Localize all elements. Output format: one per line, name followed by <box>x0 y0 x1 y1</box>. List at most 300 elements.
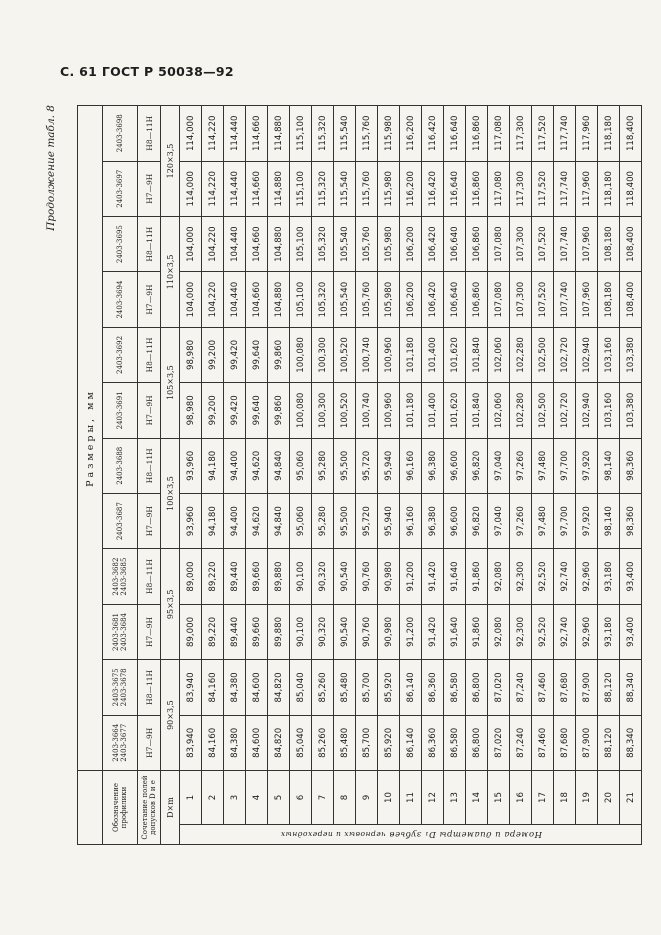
value-cell: 94,620 <box>246 493 268 548</box>
value-cell: 114,880 <box>268 161 290 216</box>
value-cell: 89,660 <box>246 604 268 659</box>
value-cell: 114,880 <box>268 106 290 162</box>
value-cell: 107,740 <box>554 272 576 327</box>
value-cell: 116,860 <box>466 161 488 216</box>
value-cell: 106,200 <box>400 216 422 271</box>
value-cell: 104,440 <box>224 216 246 271</box>
value-cell: 94,180 <box>202 493 224 548</box>
value-cell: 96,380 <box>422 493 444 548</box>
value-cell: 86,140 <box>400 715 422 770</box>
table-row <box>576 106 598 845</box>
value-cell: 104,440 <box>224 272 246 327</box>
value-cell: 91,640 <box>444 549 466 604</box>
value-cell: 88,340 <box>620 660 642 715</box>
value-cell: 99,420 <box>224 383 246 438</box>
value-cell: 100,300 <box>312 327 334 382</box>
value-cell: 101,620 <box>444 327 466 382</box>
fit-cell: Н7—9Н <box>138 715 161 770</box>
value-cell: 98,360 <box>620 493 642 548</box>
size-title: Размеры, мм <box>78 106 103 771</box>
value-cell: 114,660 <box>246 161 268 216</box>
table-row <box>268 106 290 845</box>
value-cell: 106,420 <box>422 272 444 327</box>
value-cell: 106,860 <box>466 216 488 271</box>
row-number-cell: 21 <box>620 771 642 825</box>
value-cell: 104,220 <box>202 216 224 271</box>
fit-cell: Н7—9Н <box>138 161 161 216</box>
value-cell: 85,260 <box>312 715 334 770</box>
value-cell: 89,660 <box>246 549 268 604</box>
value-cell: 117,080 <box>488 106 510 162</box>
value-cell: 105,100 <box>290 272 312 327</box>
value-cell: 96,820 <box>466 438 488 493</box>
value-cell: 102,280 <box>510 383 532 438</box>
value-cell: 84,600 <box>246 715 268 770</box>
value-cell: 115,760 <box>356 161 378 216</box>
table-row <box>620 106 642 845</box>
value-cell: 116,640 <box>444 161 466 216</box>
part-number-cell: 2403-3697 <box>103 161 138 216</box>
value-cell: 85,700 <box>356 715 378 770</box>
value-cell: 92,520 <box>532 604 554 659</box>
value-cell: 90,980 <box>378 549 400 604</box>
part-number-cell: 2403-3687 <box>103 493 138 548</box>
value-cell: 85,700 <box>356 660 378 715</box>
part-number-row <box>103 106 138 845</box>
value-cell: 108,400 <box>620 272 642 327</box>
value-cell: 87,240 <box>510 660 532 715</box>
value-cell: 95,940 <box>378 438 400 493</box>
value-cell: 114,440 <box>224 161 246 216</box>
value-cell: 115,540 <box>334 106 356 162</box>
row-number-cell: 1 <box>180 771 202 825</box>
value-cell: 102,940 <box>576 327 598 382</box>
value-cell: 94,840 <box>268 438 290 493</box>
value-cell: 90,540 <box>334 604 356 659</box>
value-cell: 114,000 <box>180 161 202 216</box>
table-row <box>554 106 576 845</box>
value-cell: 104,000 <box>180 272 202 327</box>
fit-cell: Н7—9Н <box>138 272 161 327</box>
value-cell: 101,180 <box>400 383 422 438</box>
value-cell: 100,960 <box>378 327 400 382</box>
row-number-cell: 8 <box>334 771 356 825</box>
value-cell: 116,200 <box>400 106 422 162</box>
table-corner-blank <box>78 771 103 845</box>
row-number-cell: 20 <box>598 771 620 825</box>
value-cell: 88,120 <box>598 660 620 715</box>
row-number-cell: 19 <box>576 771 598 825</box>
value-cell: 95,720 <box>356 493 378 548</box>
value-cell: 99,200 <box>202 383 224 438</box>
value-cell: 85,480 <box>334 715 356 770</box>
value-cell: 100,740 <box>356 383 378 438</box>
part-number-cell: 2403-3698 <box>103 106 138 162</box>
value-cell: 114,000 <box>180 106 202 162</box>
value-cell: 102,060 <box>488 383 510 438</box>
value-cell: 102,060 <box>488 327 510 382</box>
value-cell: 114,220 <box>202 161 224 216</box>
group-label-cell <box>180 825 642 845</box>
row-number-cell: 11 <box>400 771 422 825</box>
value-cell: 91,200 <box>400 549 422 604</box>
row-number-cell: 5 <box>268 771 290 825</box>
value-cell: 105,760 <box>356 272 378 327</box>
value-cell: 97,920 <box>576 438 598 493</box>
value-cell: 96,600 <box>444 438 466 493</box>
row-number-cell: 3 <box>224 771 246 825</box>
value-cell: 89,880 <box>268 604 290 659</box>
value-cell: 90,760 <box>356 604 378 659</box>
value-cell: 91,640 <box>444 604 466 659</box>
part-number-cell: 2403-3692 <box>103 327 138 382</box>
table-row <box>290 106 312 845</box>
fit-cell: Н8—11Н <box>138 660 161 715</box>
value-cell: 92,300 <box>510 604 532 659</box>
value-cell: 115,100 <box>290 106 312 162</box>
row-label-fit: Сочетание полей допусков D и e <box>138 771 161 845</box>
value-cell: 92,960 <box>576 604 598 659</box>
value-cell: 85,040 <box>290 715 312 770</box>
value-cell: 87,020 <box>488 715 510 770</box>
value-cell: 102,280 <box>510 327 532 382</box>
value-cell: 93,180 <box>598 549 620 604</box>
value-cell: 93,960 <box>180 493 202 548</box>
row-number-cell: 2 <box>202 771 224 825</box>
fit-cell: Н8—11Н <box>138 106 161 162</box>
value-cell: 105,980 <box>378 216 400 271</box>
value-cell: 102,500 <box>532 327 554 382</box>
value-cell: 87,680 <box>554 715 576 770</box>
row-number-cell: 12 <box>422 771 444 825</box>
value-cell: 87,680 <box>554 660 576 715</box>
row-label-dim: D×m <box>161 771 180 845</box>
value-cell: 93,400 <box>620 604 642 659</box>
value-cell: 102,940 <box>576 383 598 438</box>
value-cell: 116,200 <box>400 161 422 216</box>
value-cell: 92,300 <box>510 549 532 604</box>
value-cell: 89,220 <box>202 549 224 604</box>
value-cell: 98,980 <box>180 383 202 438</box>
value-cell: 107,960 <box>576 216 598 271</box>
value-cell: 94,840 <box>268 493 290 548</box>
value-cell: 96,600 <box>444 493 466 548</box>
value-cell: 106,420 <box>422 216 444 271</box>
value-cell: 85,040 <box>290 660 312 715</box>
value-cell: 95,720 <box>356 438 378 493</box>
value-cell: 107,520 <box>532 216 554 271</box>
value-cell: 86,800 <box>466 660 488 715</box>
dimension-cell: 110×3,5 <box>161 216 180 327</box>
value-cell: 100,740 <box>356 327 378 382</box>
value-cell: 100,300 <box>312 383 334 438</box>
value-cell: 91,420 <box>422 604 444 659</box>
value-cell: 83,940 <box>180 715 202 770</box>
page-header: С. 61 ГОСТ Р 50038—92 <box>60 64 234 79</box>
group-label-text: Номера и диаметры D₁ зубьев <box>388 829 542 840</box>
row-label-part: Обозначение профилики <box>103 771 138 845</box>
value-cell: 114,660 <box>246 106 268 162</box>
value-cell: 107,520 <box>532 272 554 327</box>
value-cell: 104,880 <box>268 216 290 271</box>
table-row <box>532 106 554 845</box>
dimension-cell: 105×3,5 <box>161 327 180 438</box>
table-row <box>378 106 400 845</box>
table-row <box>246 106 268 845</box>
value-cell: 97,260 <box>510 438 532 493</box>
value-cell: 90,760 <box>356 549 378 604</box>
table-row <box>598 106 620 845</box>
value-cell: 95,060 <box>290 493 312 548</box>
value-cell: 105,760 <box>356 216 378 271</box>
value-cell: 85,480 <box>334 660 356 715</box>
value-cell: 98,980 <box>180 327 202 382</box>
part-number-cell: 2403-3691 <box>103 383 138 438</box>
value-cell: 87,460 <box>532 660 554 715</box>
part-number-cell: 2403-3675 2403-3678 <box>103 660 138 715</box>
value-cell: 84,380 <box>224 660 246 715</box>
part-number-cell: 2403-3694 <box>103 272 138 327</box>
value-cell: 108,400 <box>620 216 642 271</box>
value-cell: 90,980 <box>378 604 400 659</box>
value-cell: 103,380 <box>620 327 642 382</box>
value-cell: 117,520 <box>532 106 554 162</box>
value-cell: 107,960 <box>576 272 598 327</box>
subgroup-label-text: черновых и переходных <box>279 830 386 840</box>
table-row <box>224 106 246 845</box>
value-cell: 117,960 <box>576 106 598 162</box>
value-cell: 91,860 <box>466 604 488 659</box>
value-cell: 97,700 <box>554 438 576 493</box>
value-cell: 115,980 <box>378 106 400 162</box>
value-cell: 107,080 <box>488 272 510 327</box>
value-cell: 115,760 <box>356 106 378 162</box>
value-cell: 104,660 <box>246 216 268 271</box>
table-row <box>356 106 378 845</box>
part-number-cell: 2403-3695 <box>103 216 138 271</box>
value-cell: 99,640 <box>246 383 268 438</box>
value-cell: 89,000 <box>180 549 202 604</box>
value-cell: 101,840 <box>466 383 488 438</box>
value-cell: 96,160 <box>400 438 422 493</box>
value-cell: 92,740 <box>554 604 576 659</box>
value-cell: 93,400 <box>620 549 642 604</box>
value-cell: 84,820 <box>268 715 290 770</box>
value-cell: 86,580 <box>444 660 466 715</box>
fit-cell: Н8—11Н <box>138 438 161 493</box>
value-cell: 106,200 <box>400 272 422 327</box>
value-cell: 92,080 <box>488 604 510 659</box>
value-cell: 97,480 <box>532 493 554 548</box>
value-cell: 87,020 <box>488 660 510 715</box>
table-row <box>488 106 510 845</box>
value-cell: 90,320 <box>312 604 334 659</box>
value-cell: 99,860 <box>268 327 290 382</box>
fit-cell: Н8—11Н <box>138 216 161 271</box>
row-number-cell: 7 <box>312 771 334 825</box>
table-row <box>312 106 334 845</box>
continuation-caption: Продолжение табл. 8 <box>45 105 57 231</box>
value-cell: 114,440 <box>224 106 246 162</box>
value-cell: 106,860 <box>466 272 488 327</box>
value-cell: 104,660 <box>246 272 268 327</box>
fit-cell: Н7—9Н <box>138 604 161 659</box>
value-cell: 117,300 <box>510 161 532 216</box>
value-cell: 104,220 <box>202 272 224 327</box>
value-cell: 89,000 <box>180 604 202 659</box>
value-cell: 90,320 <box>312 549 334 604</box>
value-cell: 86,360 <box>422 715 444 770</box>
value-cell: 95,500 <box>334 438 356 493</box>
value-cell: 95,280 <box>312 493 334 548</box>
value-cell: 90,100 <box>290 604 312 659</box>
value-cell: 95,500 <box>334 493 356 548</box>
value-cell: 84,600 <box>246 660 268 715</box>
value-cell: 97,920 <box>576 493 598 548</box>
value-cell: 97,040 <box>488 493 510 548</box>
value-cell: 116,420 <box>422 106 444 162</box>
value-cell: 100,960 <box>378 383 400 438</box>
value-cell: 107,300 <box>510 272 532 327</box>
value-cell: 103,160 <box>598 327 620 382</box>
fit-row <box>138 106 161 845</box>
dimension-cell: 100×3,5 <box>161 438 180 549</box>
value-cell: 87,900 <box>576 715 598 770</box>
value-cell: 87,900 <box>576 660 598 715</box>
value-cell: 107,300 <box>510 216 532 271</box>
value-cell: 96,160 <box>400 493 422 548</box>
value-cell: 107,740 <box>554 216 576 271</box>
table-row <box>180 106 202 845</box>
value-cell: 95,060 <box>290 438 312 493</box>
value-cell: 118,180 <box>598 106 620 162</box>
fit-cell: Н8—11Н <box>138 549 161 604</box>
table-row <box>444 106 466 845</box>
value-cell: 94,620 <box>246 438 268 493</box>
value-cell: 105,980 <box>378 272 400 327</box>
value-cell: 105,100 <box>290 216 312 271</box>
value-cell: 84,160 <box>202 660 224 715</box>
value-cell: 116,640 <box>444 106 466 162</box>
value-cell: 99,200 <box>202 327 224 382</box>
value-cell: 101,180 <box>400 327 422 382</box>
value-cell: 114,220 <box>202 106 224 162</box>
value-cell: 117,080 <box>488 161 510 216</box>
value-cell: 117,960 <box>576 161 598 216</box>
row-number-cell: 6 <box>290 771 312 825</box>
value-cell: 85,920 <box>378 660 400 715</box>
value-cell: 96,820 <box>466 493 488 548</box>
value-cell: 118,400 <box>620 106 642 162</box>
dimension-row <box>161 106 180 845</box>
value-cell: 85,260 <box>312 660 334 715</box>
value-cell: 92,960 <box>576 549 598 604</box>
value-cell: 89,440 <box>224 549 246 604</box>
value-cell: 108,180 <box>598 216 620 271</box>
value-cell: 97,480 <box>532 438 554 493</box>
value-cell: 104,880 <box>268 272 290 327</box>
row-number-cell: 13 <box>444 771 466 825</box>
value-cell: 107,080 <box>488 216 510 271</box>
value-cell: 100,520 <box>334 327 356 382</box>
value-cell: 88,340 <box>620 715 642 770</box>
row-number-cell: 10 <box>378 771 400 825</box>
dimension-cell: 95×3,5 <box>161 549 180 660</box>
value-cell: 105,540 <box>334 216 356 271</box>
dimension-table <box>77 105 642 845</box>
value-cell: 89,440 <box>224 604 246 659</box>
row-number-cell: 14 <box>466 771 488 825</box>
value-cell: 92,740 <box>554 549 576 604</box>
value-cell: 117,740 <box>554 161 576 216</box>
value-cell: 95,280 <box>312 438 334 493</box>
rotated-table-area <box>45 105 636 845</box>
value-cell: 96,380 <box>422 438 444 493</box>
value-cell: 103,380 <box>620 383 642 438</box>
value-cell: 118,400 <box>620 161 642 216</box>
value-cell: 93,960 <box>180 438 202 493</box>
value-cell: 91,200 <box>400 604 422 659</box>
value-cell: 115,540 <box>334 161 356 216</box>
fit-cell: Н8—11Н <box>138 327 161 382</box>
value-cell: 102,720 <box>554 327 576 382</box>
value-cell: 98,360 <box>620 438 642 493</box>
row-number-cell: 18 <box>554 771 576 825</box>
value-cell: 117,300 <box>510 106 532 162</box>
value-cell: 92,080 <box>488 549 510 604</box>
value-cell: 85,920 <box>378 715 400 770</box>
value-cell: 115,320 <box>312 106 334 162</box>
value-cell: 97,700 <box>554 493 576 548</box>
value-cell: 117,520 <box>532 161 554 216</box>
value-cell: 84,160 <box>202 715 224 770</box>
value-cell: 116,420 <box>422 161 444 216</box>
value-cell: 90,540 <box>334 549 356 604</box>
value-cell: 102,500 <box>532 383 554 438</box>
row-number-cell: 9 <box>356 771 378 825</box>
value-cell: 102,720 <box>554 383 576 438</box>
value-cell: 86,800 <box>466 715 488 770</box>
value-cell: 86,140 <box>400 660 422 715</box>
table-row <box>422 106 444 845</box>
value-cell: 100,080 <box>290 327 312 382</box>
table-row <box>466 106 488 845</box>
value-cell: 99,860 <box>268 383 290 438</box>
row-number-cell: 17 <box>532 771 554 825</box>
part-number-cell: 2403-3664 2403-3677 <box>103 715 138 770</box>
value-cell: 100,080 <box>290 383 312 438</box>
table-row <box>334 106 356 845</box>
value-cell: 100,520 <box>334 383 356 438</box>
fit-cell: Н7—9Н <box>138 383 161 438</box>
value-cell: 101,840 <box>466 327 488 382</box>
value-cell: 90,100 <box>290 549 312 604</box>
value-cell: 91,860 <box>466 549 488 604</box>
value-cell: 92,520 <box>532 549 554 604</box>
table-row <box>202 106 224 845</box>
value-cell: 98,140 <box>598 438 620 493</box>
row-number-cell: 4 <box>246 771 268 825</box>
value-cell: 97,040 <box>488 438 510 493</box>
value-cell: 97,260 <box>510 493 532 548</box>
value-cell: 94,400 <box>224 493 246 548</box>
value-cell: 94,180 <box>202 438 224 493</box>
value-cell: 116,860 <box>466 106 488 162</box>
value-cell: 101,400 <box>422 327 444 382</box>
part-number-cell: 2403-3682 2403-3685 <box>103 549 138 604</box>
value-cell: 84,380 <box>224 715 246 770</box>
value-cell: 95,940 <box>378 493 400 548</box>
